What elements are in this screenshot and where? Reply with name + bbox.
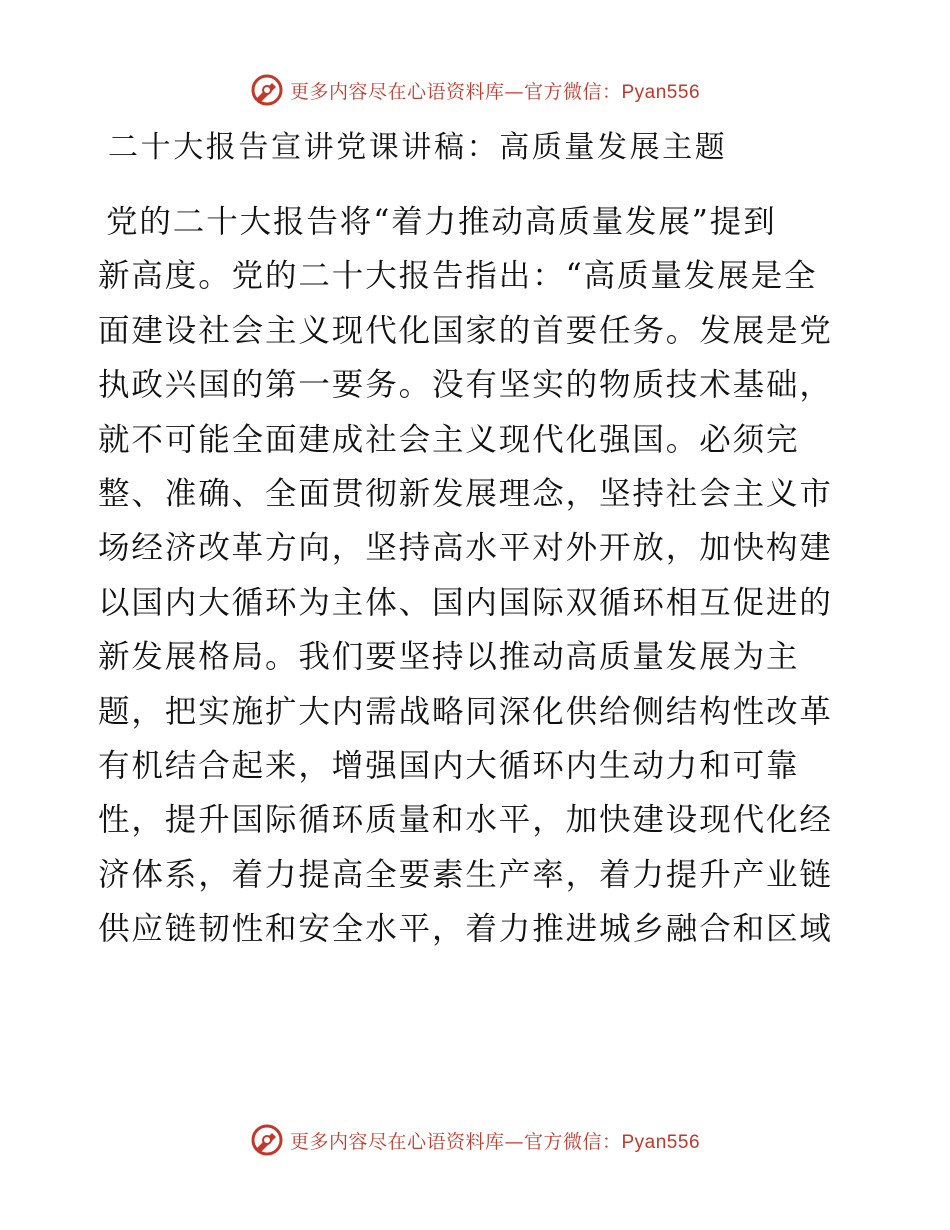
body-line: 新高度。党的二十大报告指出：“高质量发展是全: [98, 258, 818, 295]
document-title: 二十大报告宣讲党课讲稿：高质量发展主题: [108, 130, 728, 165]
banner-text: [290, 1127, 700, 1154]
body-line: 党的二十大报告将“着力推动高质量发展”提到: [106, 204, 777, 240]
banner-text: [290, 77, 700, 104]
header-banner: [0, 70, 950, 110]
red-circle-pen-logo-icon: [250, 73, 284, 107]
banner-wechat-id: Pyan556: [621, 1131, 701, 1153]
body-line: 面建设社会主义现代化国家的首要任务。发展是党: [98, 312, 833, 349]
body-line: 济体系，着力提高全要素生产率，着力提升产业链: [98, 856, 833, 893]
banner-slogan: 更多内容尽在心语资料库—官方微信：: [289, 80, 622, 103]
body-line: 就不可能全面建成社会主义现代化强国。必须完: [98, 421, 800, 458]
body-line: 新发展格局。我们要坚持以推动高质量发展为主: [98, 639, 800, 676]
body-line: 题，把实施扩大内需战略同深化供给侧结构性改革: [98, 693, 833, 730]
banner-slogan: 更多内容尽在心语资料库—官方微信：: [289, 1130, 622, 1153]
body-line: 供应链韧性和安全水平，着力推进城乡融合和区域: [98, 911, 833, 948]
document-body: [98, 195, 850, 956]
body-line: 整、准确、全面贯彻新发展理念，坚持社会主义市: [98, 475, 833, 512]
footer-banner: [0, 1120, 950, 1160]
body-line: 场经济改革方向，坚持高水平对外开放，加快构建: [98, 530, 833, 567]
body-line: 性，提升国际循环质量和水平，加快建设现代化经: [98, 802, 833, 839]
banner-wechat-id: Pyan556: [621, 81, 701, 103]
red-circle-pen-logo-icon: [250, 1123, 284, 1157]
body-line: 执政兴国的第一要务。没有坚实的物质技术基础，: [98, 367, 833, 404]
body-line: 以国内大循环为主体、国内国际双循环相互促进的: [98, 584, 833, 621]
body-line: 有机结合起来，增强国内大循环内生动力和可靠: [98, 747, 800, 784]
